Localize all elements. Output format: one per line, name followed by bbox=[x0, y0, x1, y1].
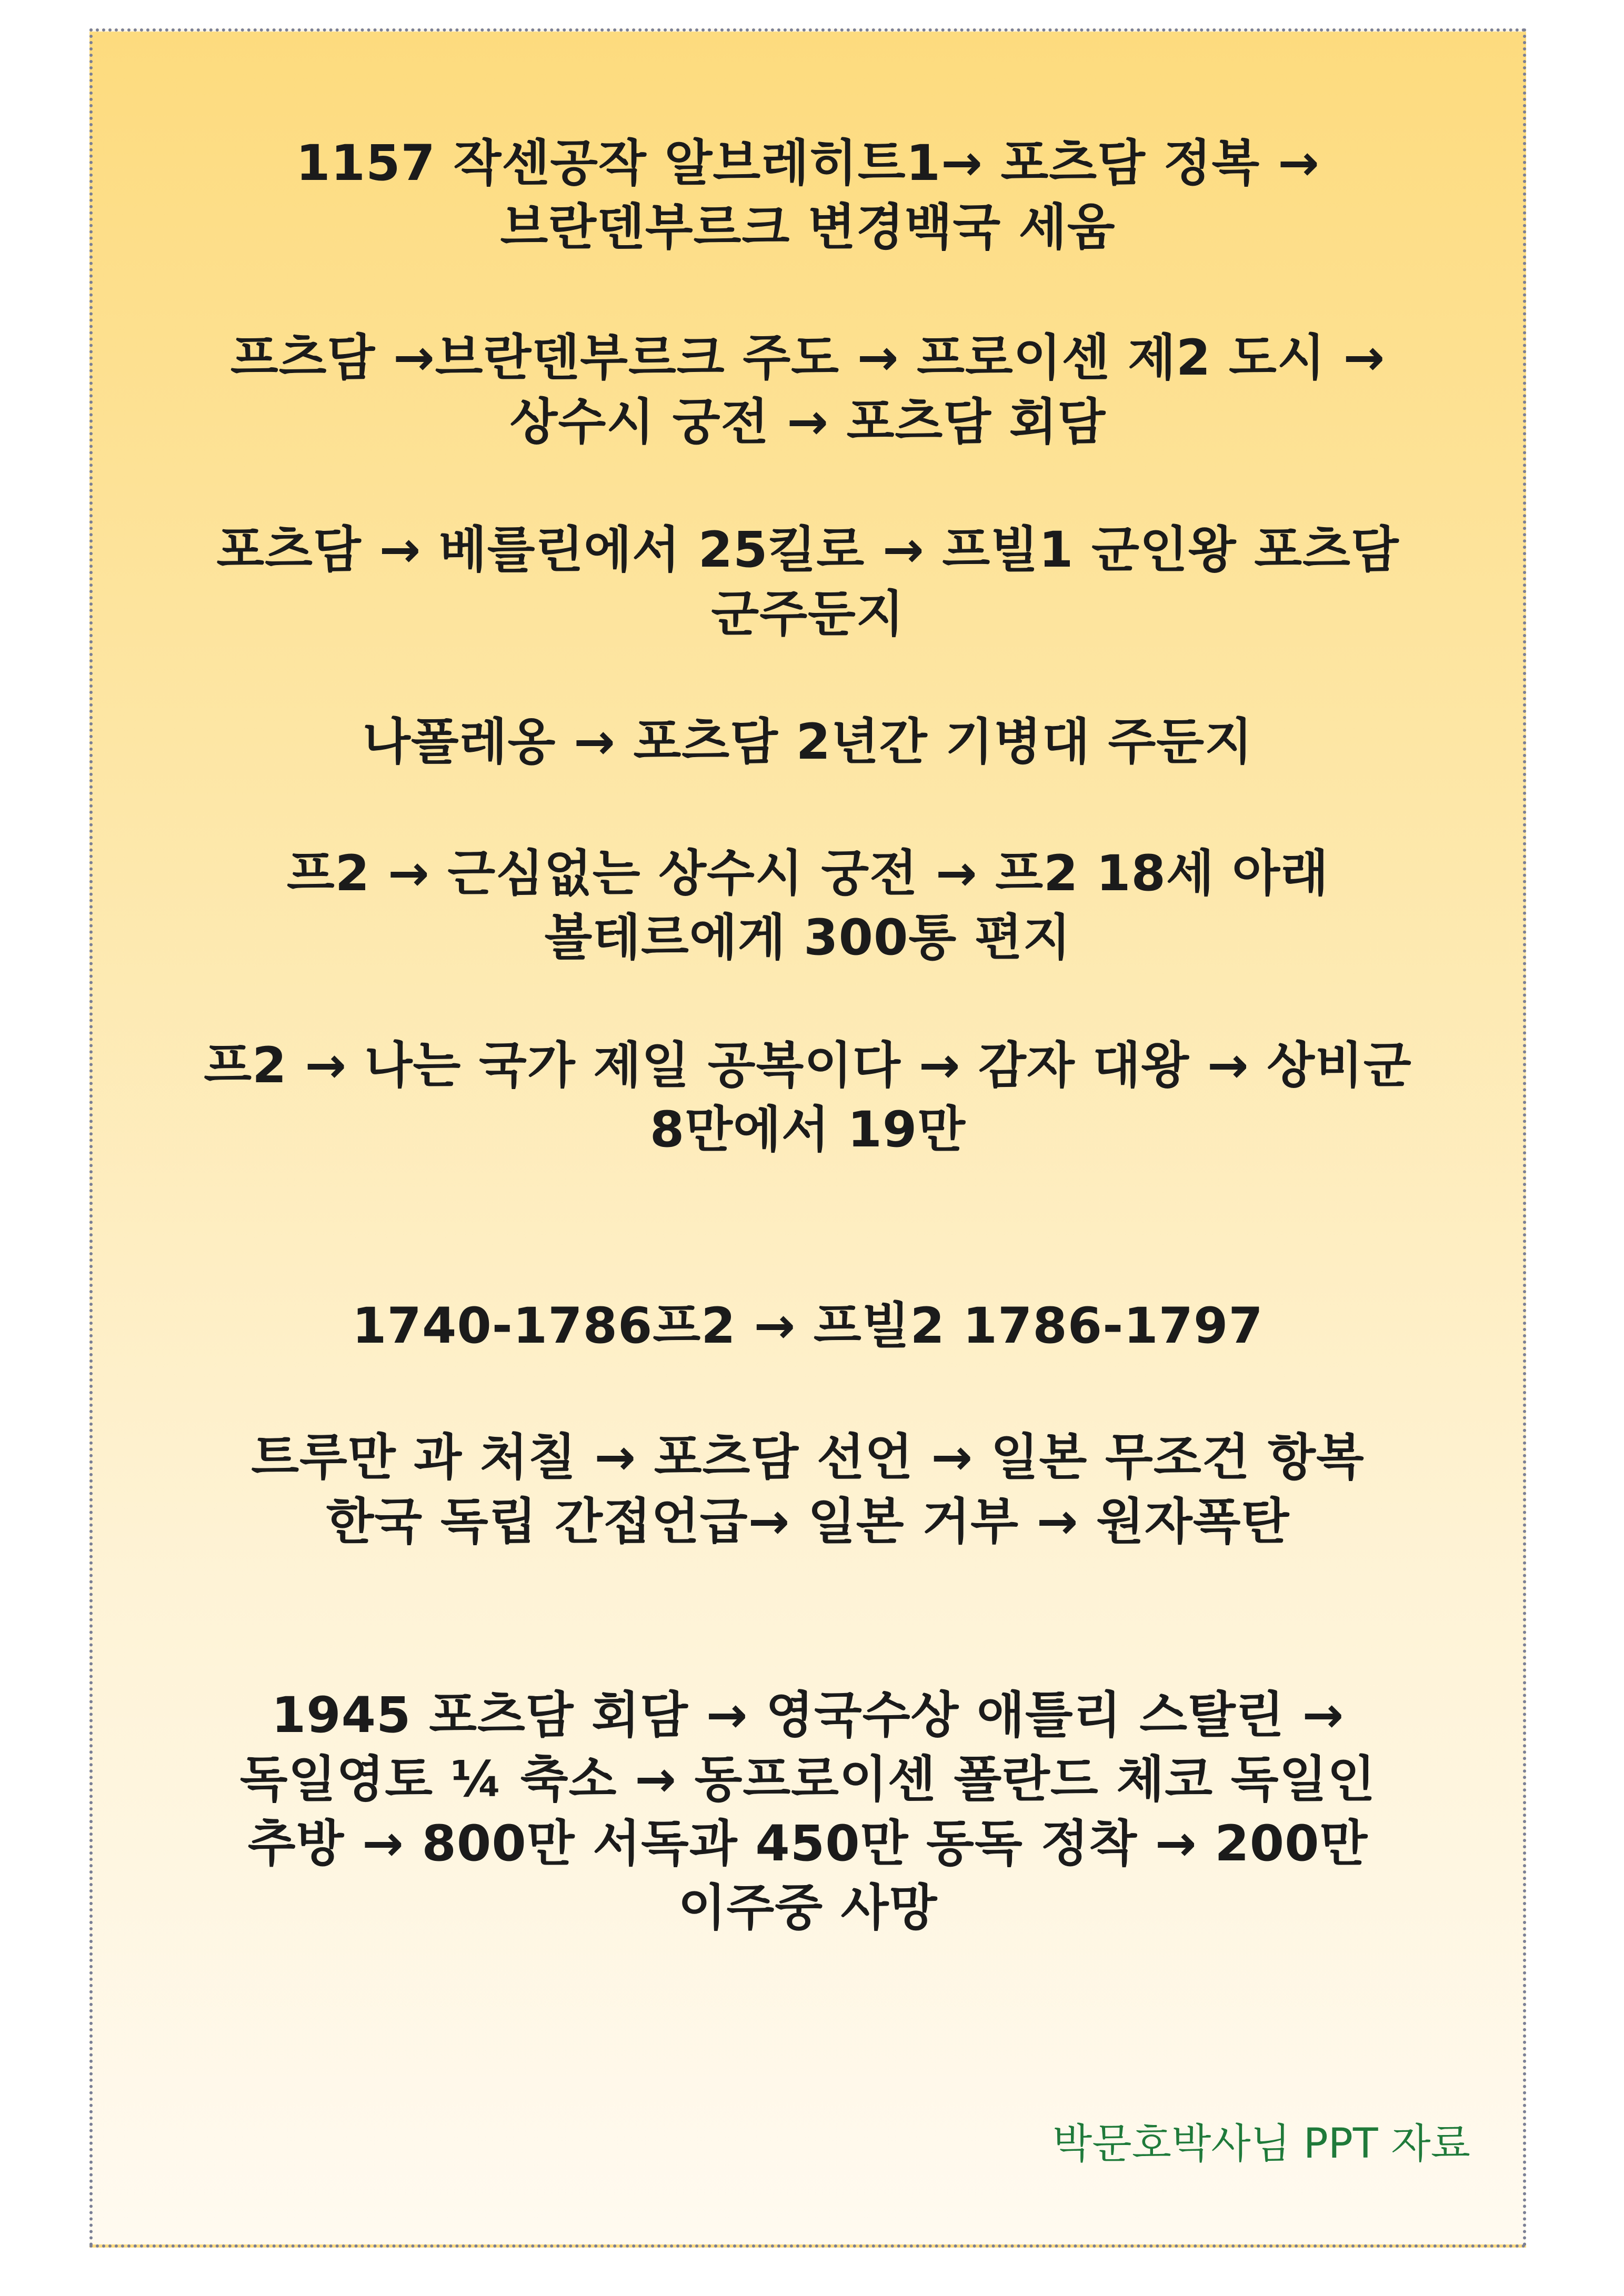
paragraph-line: 트루만 과 처칠 → 포츠담 선언 → 일본 무조건 항복 bbox=[251, 1429, 1365, 1486]
paragraph-line: 추방 → 800만 서독과 450만 동독 정착 → 200만 bbox=[247, 1815, 1368, 1872]
paragraph-line: 볼테르에게 300통 편지 bbox=[544, 909, 1071, 966]
paragraph-5 bbox=[124, 842, 1491, 970]
paragraph-7 bbox=[124, 1294, 1491, 1358]
paragraph-line: 프츠담 →브란덴부르크 주도 → 프로이센 제2 도시 → bbox=[230, 329, 1386, 387]
paragraph-line: 군주둔지 bbox=[711, 586, 905, 643]
source-credit: 박문호박사님 PPT 자료 bbox=[1052, 2120, 1470, 2168]
paragraph-line: 1945 포츠담 회담 → 영국수상 애틀리 스탈린 → bbox=[271, 1687, 1345, 1744]
paragraph-line: 프2 → 나는 국가 제일 공복이다 → 감자 대왕 → 상비군 bbox=[204, 1037, 1412, 1094]
paragraph-4 bbox=[124, 710, 1491, 774]
paragraph-line: 이주중 사망 bbox=[678, 1879, 938, 1937]
paragraph-9 bbox=[124, 1684, 1491, 1940]
paragraph-line: 브란덴부르크 변경백국 세움 bbox=[500, 199, 1116, 256]
paragraph-line: 1157 작센공작 알브레히트1→ 포츠담 정복 → bbox=[296, 135, 1320, 192]
paragraph-line: 한국 독립 간접언급→ 일본 거부 → 원자폭탄 bbox=[326, 1493, 1290, 1550]
paragraph-2 bbox=[124, 326, 1491, 455]
paragraph-8 bbox=[124, 1426, 1491, 1554]
paragraph-1 bbox=[124, 132, 1491, 260]
paragraph-line: 8만에서 19만 bbox=[649, 1101, 966, 1159]
paragraph-line: 프2 → 근심없는 상수시 궁전 → 프2 18세 아래 bbox=[286, 845, 1329, 902]
paragraph-line: 상수시 궁전 → 포츠담 회담 bbox=[509, 394, 1106, 451]
paragraph-line: 포츠담 → 베를린에서 25킬로 → 프빌1 군인왕 포츠담 bbox=[216, 521, 1399, 579]
paragraph-line: 독일영토 ¼ 축소 → 동프로이센 폴란드 체코 독일인 bbox=[239, 1751, 1376, 1808]
paragraph-6 bbox=[124, 1034, 1491, 1162]
paragraph-3 bbox=[124, 518, 1491, 647]
paragraph-line: 1740-1786프2 → 프빌2 1786-1797 bbox=[352, 1297, 1264, 1355]
slide-panel bbox=[89, 28, 1526, 2248]
paragraph-line: 나폴레옹 → 포츠담 2년간 기병대 주둔지 bbox=[363, 713, 1253, 771]
